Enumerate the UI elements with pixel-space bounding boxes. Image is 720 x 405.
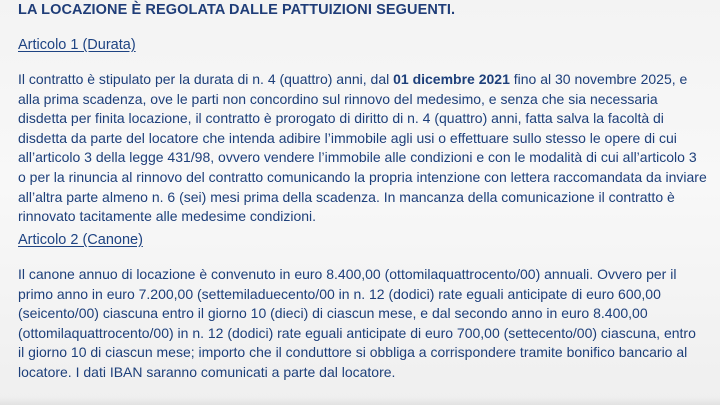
start-date: 01 dicembre 2021 [393, 71, 510, 87]
page-bottom-edge [0, 397, 720, 405]
article-2-line: (ottomilaquattrocento/00) in n. 12 (dodici) rate eguali anticipate di euro 700,00 (settecento/00) ciascuna, entro [18, 324, 696, 341]
article-2-line: locatore. I dati IBAN saranno comunicati a parte dal locatore. [18, 363, 396, 380]
article-2-line: il giorno 10 di ciascun mese; importo che il conduttore si obbliga a corrispondere tramite bonifico bancario al [18, 344, 688, 361]
article-1-body [18, 70, 720, 227]
article-2-body [18, 265, 720, 383]
article-1-title: Articolo 1 (Durata) [18, 37, 136, 53]
article-1-line: all’articolo 3 della legge 431/98, ovvero vendere l’immobile alle condizioni e con le modalità di cui all’articolo 3 [18, 149, 697, 166]
article-1-line: rinnovato tacitamente alle medesime condizioni. [18, 208, 317, 225]
article-1-line: disdetta da parte del locatore che intenda adibire l’immobile agli usi o effettuare sullo stesso le opere di cui [18, 129, 677, 146]
article-2-line: Il canone annuo di locazione è convenuto in euro 8.400,00 (ottomilaquattrocento/00) annuali. Ovvero per il [18, 266, 677, 282]
article-2-title: Articolo 2 (Canone) [18, 232, 143, 248]
article-1-line: o per la rinuncia al rinnovo del contratto comunicando la propria intenzione con lettera raccomandata da inviare [18, 168, 707, 185]
document-heading: LA LOCAZIONE È REGOLATA DALLE PATTUIZIONI SEGUENTI. [18, 2, 456, 18]
article-2-line: primo anno in euro 7.200,00 (settemiladuecento/00 in n. 12 (dodici) rate eguali anticipate di euro 600,00 [18, 285, 661, 302]
article-1-line: Il contratto è stipulato per la durata di n. 4 (quattro) anni, dal 01 dicembre 2021 fino al 30 novembre 2025, e [18, 71, 688, 87]
article-1-line: all’altra parte almeno n. 6 (sei) mesi prima della scadenza. In mancanza della comunicazione il contratto è [18, 188, 675, 205]
article-2-line: (seicento/00) ciascuna entro il giorno 10 (dieci) di ciascun mese, e dal secondo anno in euro 8.400,00 [18, 305, 648, 322]
article-1-line: alla prima scadenza, ove le parti non concordino sul rinnovo del medesimo, e senza che sia necessaria [18, 90, 658, 107]
article-1-line: disdetta per finita locazione, il contratto è prorogato di diritto di n. 4 (quattro) anni, fatta salva la facoltà di [18, 110, 664, 127]
